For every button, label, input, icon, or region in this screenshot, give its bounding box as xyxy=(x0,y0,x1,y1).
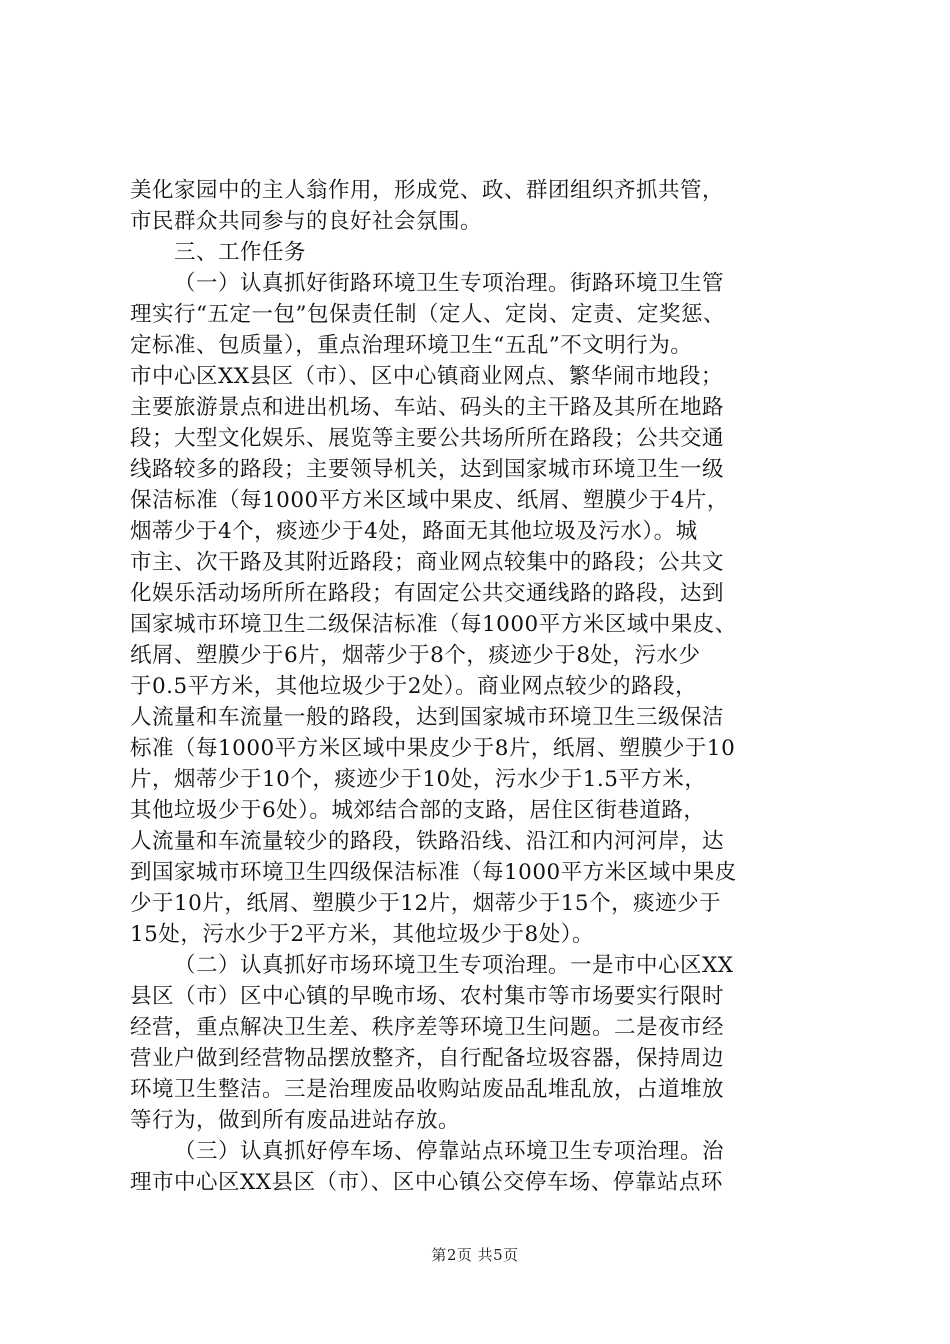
text-line: 片，烟蒂少于10个，痰迹少于10处，污水少于1.5平方米， xyxy=(130,767,707,792)
paragraph-start: （一）认真抓好街路环境卫生专项治理。街路环境卫生管 xyxy=(174,271,725,296)
text-line: 经营，重点解决卫生差、秩序差等环境卫生问题。二是夜市经 xyxy=(130,1015,725,1040)
text-line: 市中心区XX县区（市）、区中心镇商业网点、繁华闹市地段； xyxy=(130,364,723,389)
text-line: 营业户做到经营物品摆放整齐，自行配备垃圾容器，保持周边 xyxy=(130,1046,725,1071)
page-number-footer: 第2页 共5页 xyxy=(431,1246,519,1264)
text-line: 于0.5平方米，其他垃圾少于2处）。商业网点较少的路段， xyxy=(130,674,698,699)
text-line: 15处，污水少于2平方米，其他垃圾少于8处）。 xyxy=(130,922,594,947)
text-line: 少于10片，纸屑、塑膜少于12片，烟蒂少于15个，痰迹少于 xyxy=(130,891,722,916)
text-line: 美化家园中的主人翁作用，形成党、政、群团组织齐抓共管， xyxy=(130,178,725,203)
text-line: 市民群众共同参与的良好社会氛围。 xyxy=(130,209,483,234)
text-line: 人流量和车流量一般的路段，达到国家城市环境卫生三级保洁 xyxy=(130,705,725,730)
text-line: 烟蒂少于4个，痰迹少于4处，路面无其他垃圾及污水）。城 xyxy=(130,519,698,544)
text-line: 到国家城市环境卫生四级保洁标准（每1000平方米区域中果皮 xyxy=(130,860,737,885)
paragraph-start: （三）认真抓好停车场、停靠站点环境卫生专项治理。治 xyxy=(174,1139,725,1164)
text-line: 主要旅游景点和进出机场、车站、码头的主干路及其所在地路 xyxy=(130,395,725,420)
text-line: 理实行“五定一包”包保责任制（定人、定岗、定责、定奖惩、 xyxy=(130,302,725,327)
text-line: 市主、次干路及其附近路段；商业网点较集中的路段；公共文 xyxy=(130,550,725,575)
text-line: 标准（每1000平方米区域中果皮少于8片，纸屑、塑膜少于10 xyxy=(130,736,736,761)
text-line: 化娱乐活动场所所在路段；有固定公共交通线路的路段，达到 xyxy=(130,581,725,606)
text-line: 国家城市环境卫生二级保洁标准（每1000平方米区域中果皮、 xyxy=(130,612,737,637)
text-line: 人流量和车流量较少的路段，铁路沿线、沿江和内河河岸，达 xyxy=(130,829,725,854)
text-line: 等行为，做到所有废品进站存放。 xyxy=(130,1108,461,1133)
section-heading: 三、工作任务 xyxy=(174,240,307,265)
text-line: 保洁标准（每1000平方米区域中果皮、纸屑、塑膜少于4片， xyxy=(130,488,729,513)
document-body xyxy=(130,175,840,1198)
text-line: 线路较多的路段；主要领导机关，达到国家城市环境卫生一级 xyxy=(130,457,725,482)
paragraph-start: （二）认真抓好市场环境卫生专项治理。一是市中心区XX xyxy=(174,953,734,978)
text-line: 其他垃圾少于6处）。城郊结合部的支路，居住区街巷道路， xyxy=(130,798,706,823)
text-line: 纸屑、塑膜少于6片，烟蒂少于8个，痰迹少于8处，污水少 xyxy=(130,643,701,668)
text-line: 县区（市）区中心镇的早晚市场、农村集市等市场要实行限时 xyxy=(130,984,725,1009)
text-line: 定标准、包质量），重点治理环境卫生“五乱”不文明行为。 xyxy=(130,333,693,358)
text-line: 段；大型文化娱乐、展览等主要公共场所所在路段；公共交通 xyxy=(130,426,725,451)
text-line: 理市中心区XX县区（市）、区中心镇公交停车场、停靠站点环 xyxy=(130,1170,723,1195)
text-line: 环境卫生整洁。三是治理废品收购站废品乱堆乱放，占道堆放 xyxy=(130,1077,725,1102)
